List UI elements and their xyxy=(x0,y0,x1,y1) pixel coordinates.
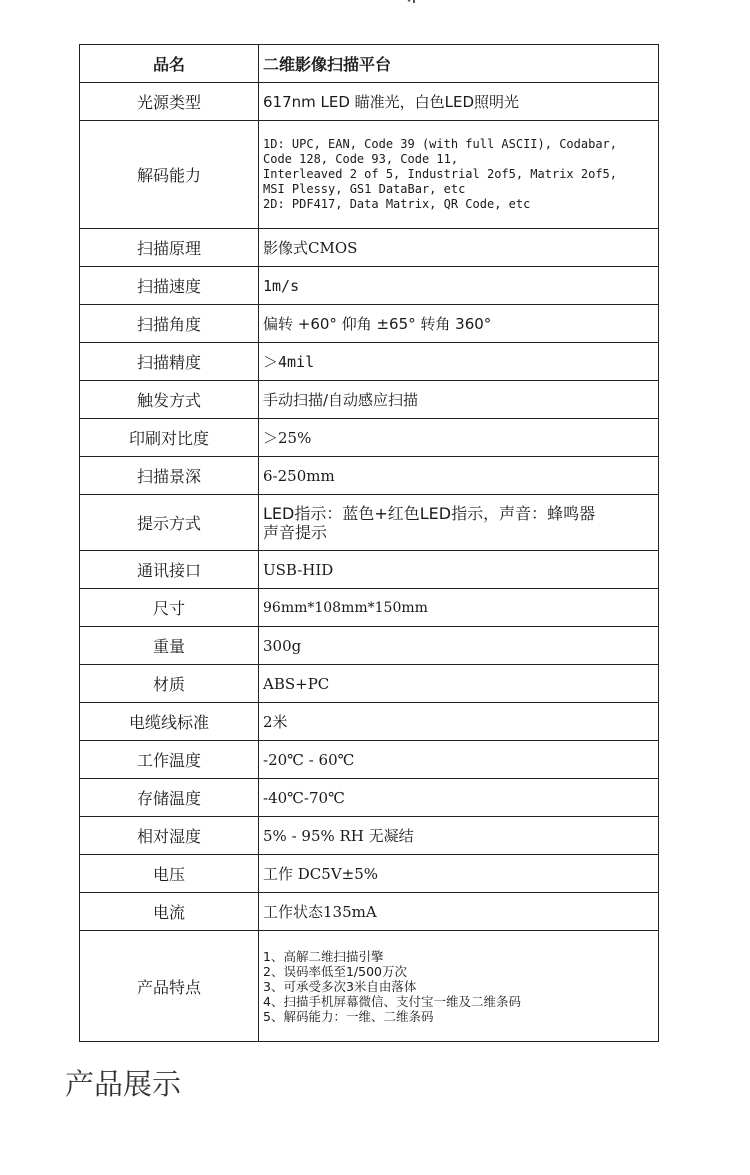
spec-key: 相对湿度 xyxy=(80,817,259,855)
spec-value-multiline xyxy=(259,495,659,551)
table-row xyxy=(80,229,659,267)
table-row xyxy=(80,305,659,343)
table-row xyxy=(80,855,659,893)
spec-value: 偏转 +60° 仰角 ±65° 转角 360° xyxy=(259,305,659,343)
table-row xyxy=(80,589,659,627)
header-value-cell: 二维影像扫描平台 xyxy=(259,45,659,83)
spec-key: 印刷对比度 xyxy=(80,419,259,457)
spec-value-line: Interleaved 2 of 5, Industrial 2of5, Matrix 2of5, xyxy=(263,167,618,181)
spec-value-line: 5、解码能力：一维、二维条码 xyxy=(263,1008,434,1024)
spec-value: 影像式CMOS xyxy=(259,229,659,267)
table-row xyxy=(80,665,659,703)
table-row xyxy=(80,551,659,589)
spec-value: 617nm LED 瞄准光，白色LED照明光 xyxy=(259,83,659,121)
spec-key: 扫描速度 xyxy=(80,267,259,305)
spec-key: 工作温度 xyxy=(80,741,259,779)
table-row xyxy=(80,343,659,381)
section-title: 产品展示 xyxy=(65,1067,182,1101)
spec-key: 触发方式 xyxy=(80,381,259,419)
spec-key: 解码能力 xyxy=(80,121,259,229)
spec-value-line: MSI Plessy, GS1 DataBar, etc xyxy=(263,182,466,196)
spec-value: ＞25% xyxy=(259,419,659,457)
spec-key: 电压 xyxy=(80,855,259,893)
header-key-cell: 品名 xyxy=(80,45,259,83)
spec-key: 重量 xyxy=(80,627,259,665)
table-row xyxy=(80,495,659,551)
table-row xyxy=(80,893,659,931)
spec-value-multiline xyxy=(259,121,659,229)
spec-value-line: 4、扫描手机屏幕微信、支付宝一维及二维条码 xyxy=(263,993,521,1009)
table-row xyxy=(80,931,659,1042)
spec-key: 扫描景深 xyxy=(80,457,259,495)
spec-value: -40℃-70℃ xyxy=(259,779,659,817)
spec-value: 工作 DC5V±5% xyxy=(259,855,659,893)
table-row xyxy=(80,83,659,121)
table-row xyxy=(80,267,659,305)
table-row xyxy=(80,121,659,229)
spec-value-line: 2D: PDF417, Data Matrix, QR Code, etc xyxy=(263,197,531,211)
spec-key: 扫描精度 xyxy=(80,343,259,381)
spec-value-line: 1、高解二维扫描引擎 xyxy=(263,948,384,964)
spec-key: 扫描角度 xyxy=(80,305,259,343)
spec-key: 电缆线标准 xyxy=(80,703,259,741)
table-row xyxy=(80,779,659,817)
spec-value: USB-HID xyxy=(259,551,659,589)
table-row xyxy=(80,419,659,457)
spec-key: 存储温度 xyxy=(80,779,259,817)
spec-key: 材质 xyxy=(80,665,259,703)
spec-value: 手动扫描/自动感应扫描 xyxy=(259,381,659,419)
table-row xyxy=(80,703,659,741)
spec-key: 尺寸 xyxy=(80,589,259,627)
spec-value: ABS+PC xyxy=(259,665,659,703)
spec-table xyxy=(79,44,659,1042)
spec-key: 光源类型 xyxy=(80,83,259,121)
spec-value: 96mm*108mm*150mm xyxy=(259,589,659,627)
spec-value: -20℃ - 60℃ xyxy=(259,741,659,779)
table-row xyxy=(80,627,659,665)
spec-value-line: 3、可承受多次3米自由落体 xyxy=(263,978,417,994)
spec-value-line: LED指示：蓝色+红色LED指示，声音：蜂鸣器 xyxy=(263,503,596,523)
spec-value-line: Code 128, Code 93, Code 11, xyxy=(263,152,459,166)
spec-value-multiline xyxy=(259,931,659,1042)
spec-value: 2米 xyxy=(259,703,659,741)
spec-key: 通讯接口 xyxy=(80,551,259,589)
spec-key: 产品特点 xyxy=(80,931,259,1042)
table-row xyxy=(80,457,659,495)
top-edge-mark xyxy=(405,0,419,6)
spec-value: 1m/s xyxy=(259,267,659,305)
spec-value: 5% - 95% RH 无凝结 xyxy=(259,817,659,855)
spec-key: 提示方式 xyxy=(80,495,259,551)
spec-value: ＞4mil xyxy=(259,343,659,381)
spec-value: 工作状态135mA xyxy=(259,893,659,931)
table-row xyxy=(80,741,659,779)
spec-key: 电流 xyxy=(80,893,259,931)
spec-value-line: 声音提示 xyxy=(263,522,328,542)
table-row xyxy=(80,381,659,419)
spec-key: 扫描原理 xyxy=(80,229,259,267)
spec-value-line: 2、误码率低至1/500万次 xyxy=(263,963,407,979)
spec-value: 300g xyxy=(259,627,659,665)
spec-value: 6-250mm xyxy=(259,457,659,495)
table-header-row xyxy=(80,45,659,83)
spec-value-line: 1D: UPC, EAN, Code 39 (with full ASCII), Codabar, xyxy=(263,137,618,151)
table-row xyxy=(80,817,659,855)
